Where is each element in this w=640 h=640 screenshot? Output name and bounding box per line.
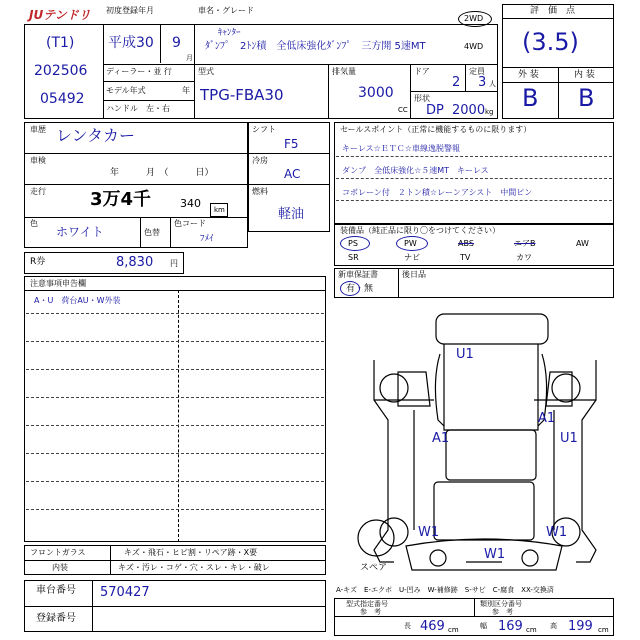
exterior-grade: B (522, 84, 539, 112)
brand-logo: JUテンドリ (29, 8, 91, 22)
front-glass-value: キズ・飛石・ヒビ割・リペア跡・X要 (124, 548, 258, 557)
height-label: 高 (550, 622, 557, 630)
fuel: 軽油 (278, 207, 305, 222)
inspection-value: 年 月 （ 日） (110, 168, 214, 178)
equip-airbag: エアB (514, 239, 536, 248)
model-code: TPG-FBA30 (200, 86, 284, 104)
capacity-label: 定員 (469, 67, 485, 76)
mileage-sub: 340 (180, 197, 201, 210)
score-value: (3.5) (522, 28, 579, 56)
warranty-yes-circle (340, 281, 360, 296)
width-value: 169 (498, 619, 523, 634)
color: ホワイト (56, 225, 104, 239)
notes-block (24, 276, 326, 542)
equip-tv: TV (460, 253, 471, 262)
ac: AC (284, 167, 301, 181)
recycle-value: 8,830 (116, 255, 154, 270)
first-reg-month: 9 (172, 35, 181, 51)
model-spec-label: 型式指定番号 (346, 600, 388, 608)
shift: F5 (284, 137, 299, 151)
recycle-block (24, 252, 184, 274)
sales-points-label: セールスポイント（正常に機能するものに限ります） (340, 125, 532, 134)
damage-legend: A-キズ E-エクボ U-凹み W-補修跡 S-サビ C-腐食 XX-交換済 (336, 586, 554, 594)
vehicle-damage-diagram (334, 300, 614, 590)
mileage-label: 走行 (30, 187, 46, 196)
handle-label: ハンドル 左・右 (106, 104, 170, 113)
ac-label: 冷房 (252, 156, 268, 165)
shape-label: 形状 (414, 94, 430, 103)
yen-unit: 円 (170, 259, 178, 268)
car-name-line1: ｷｬﾝﾀｰ (218, 28, 241, 38)
damage-mark-w1-front: W1 (484, 547, 506, 562)
equip-sr: SR (348, 253, 359, 262)
score-label: 評 価 点 (530, 6, 576, 16)
drive-2wd: 2WD (464, 14, 484, 23)
dealer-label: ディーラー・並 行 (106, 67, 172, 76)
lot-number-2: 05492 (40, 91, 85, 107)
sales-point-2: ダンプ 全低床強化☆５速MT キーレス (342, 166, 489, 175)
exterior-label: 外 装 (518, 70, 539, 80)
shape: DP (426, 103, 444, 118)
damage-mark-w1-right: W1 (546, 525, 568, 540)
doors: 2 (452, 75, 461, 90)
car-name-line2: ﾀﾞﾝﾌﾟ 2ﾄﾝ積 全低床強化ﾀﾞﾝﾌﾟ 三方開 5速MT (205, 41, 426, 52)
doors-label: ドア (414, 67, 430, 76)
notes-label: 注意事項申告欄 (30, 279, 86, 288)
capacity-unit: 人 (489, 80, 496, 88)
displacement-label: 排気量 (332, 67, 356, 76)
sales-point-3: コボレーン付 ２トン積☆レーンアシスト 中間ピン (342, 188, 533, 197)
equip-leather: カワ (516, 253, 532, 262)
class-label: 類別区分番号 (480, 600, 522, 608)
damage-mark-w1-left: W1 (418, 525, 440, 540)
equip-pw: PW (404, 239, 417, 248)
first-reg-era: 平成30 (108, 35, 154, 51)
model-year-label: モデル年式 (106, 86, 146, 95)
km-box (210, 203, 228, 217)
damage-mark-a1-right: A1 (538, 411, 556, 426)
length-unit: cm (448, 626, 459, 634)
equip-abs: ABS (458, 239, 474, 248)
color-code: ﾌﾒｲ (200, 234, 214, 244)
length-label: 長 (404, 622, 411, 630)
spare-label: スペア (360, 563, 388, 573)
color-code-label: 色コード (174, 219, 206, 228)
km-unit: km (214, 206, 225, 214)
drive-4wd: 4WD (464, 42, 484, 51)
warranty-value: 有・無 (346, 284, 374, 294)
usage-label: 車歴 (30, 125, 46, 134)
interior-label: 内 装 (574, 70, 595, 80)
weight: 2000 (452, 103, 486, 118)
interior-cond-value: キズ・汚レ・コゲ・穴・スレ・キレ・破レ (118, 563, 270, 572)
damage-mark-a1-left: A1 (432, 431, 450, 446)
cc-unit: CC (398, 106, 408, 114)
capacity: 3 (478, 75, 487, 90)
equip-navi: ナビ (404, 253, 420, 262)
width-unit: cm (526, 626, 537, 634)
model-spec-ref: 参 考 (360, 608, 381, 616)
weight-unit: kg (485, 108, 494, 116)
lot-number-1: 202506 (34, 63, 88, 79)
car-name-label: 車名・グレード (198, 6, 254, 15)
width-label: 幅 (480, 622, 487, 630)
equip-aw: AW (576, 239, 589, 248)
shift-label: シフト (252, 125, 276, 134)
recycle-label: R券 (30, 257, 46, 267)
displacement: 3000 (358, 85, 394, 101)
mileage: 3万4千 (90, 189, 152, 210)
chassis-label: 車台番号 (36, 585, 76, 596)
registration-label: 登録番号 (36, 613, 76, 624)
equip-ps-circle (340, 236, 370, 251)
next-items-label: 後日品 (402, 270, 426, 279)
fuel-label: 燃料 (252, 187, 268, 196)
height-unit: cm (598, 626, 609, 634)
color-label: 色 (30, 219, 38, 228)
interior-cond-label: 内装 (52, 563, 68, 572)
length-value: 469 (420, 619, 445, 634)
first-reg-label: 初度登録年月 (106, 6, 154, 15)
year-label: 年 (182, 86, 190, 95)
damage-mark-u1-roof: U1 (456, 347, 474, 362)
warranty-label: 新車保証書 (338, 270, 378, 279)
usage: レンタカー (56, 126, 135, 145)
equipment-label: 装備品（純正品に限り〇をつけてください） (340, 226, 500, 235)
class-ref: 参 考 (492, 608, 513, 616)
chassis-number: 570427 (100, 585, 150, 600)
color-change-label: 色替 (144, 228, 160, 237)
notes-line-1: A・U 荷台AU・W外装 (34, 296, 121, 305)
height-value: 199 (568, 619, 593, 634)
equip-ps: PS (348, 239, 358, 248)
equip-pw-circle (396, 236, 428, 251)
type-label: 型式 (198, 67, 214, 76)
lot-code: (T1) (46, 35, 75, 51)
interior-grade: B (578, 84, 595, 112)
inspection-label: 車検 (30, 156, 46, 165)
front-glass-label: フロントガラス (30, 548, 86, 557)
month-unit: 月 (186, 54, 193, 62)
sales-point-1: キーレス☆ＥＴＣ☆車線逸脱警報 (342, 144, 460, 153)
damage-mark-u1-right: U1 (560, 431, 578, 446)
